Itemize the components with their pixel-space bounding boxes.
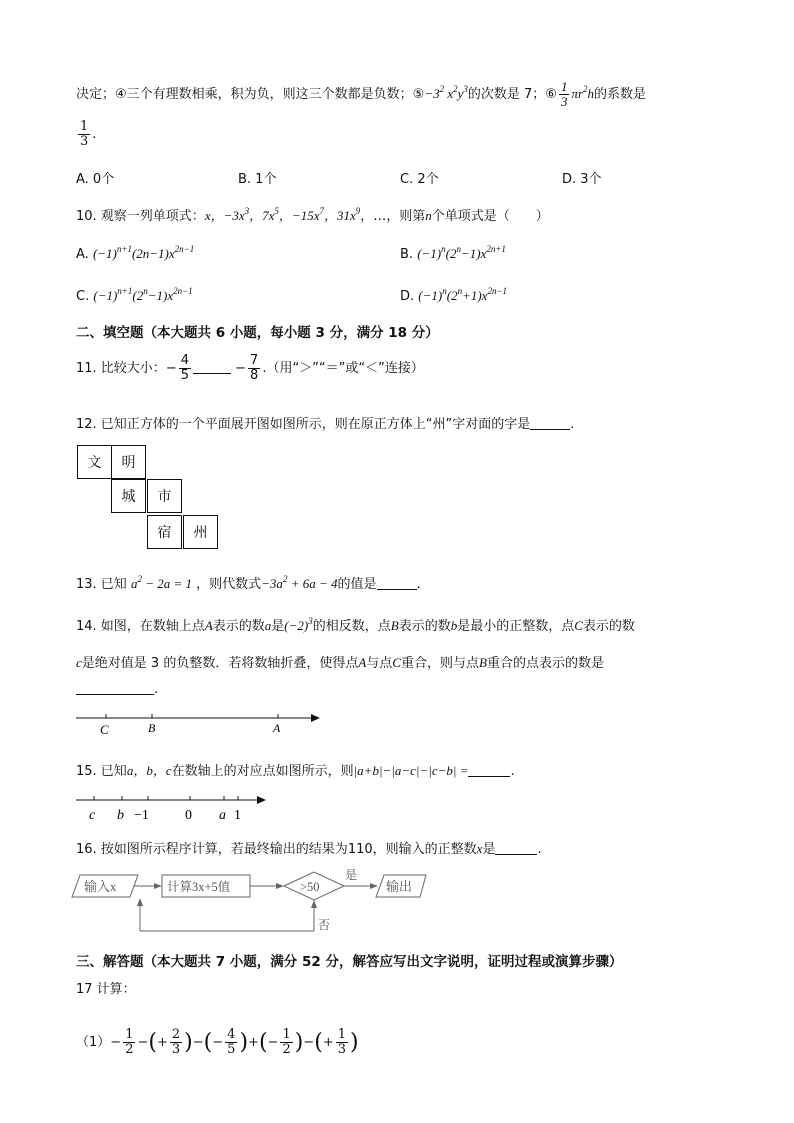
q9-option-b: B. 1个 <box>238 172 277 187</box>
net-cell: 市 <box>147 479 182 513</box>
q13-answer-blank[interactable] <box>377 577 417 590</box>
q9-text-b: 的次数是 7；⑥ <box>467 87 557 102</box>
q15: 15. 已知a，b，c在数轴上的对应点如图所示，则|a+b|−|a−c|−|c−b| = . <box>76 763 515 779</box>
section2-title: 二、填空题（本大题共 6 小题，每小题 3 分，满分 18 分） <box>76 325 439 341</box>
q15-label-1: 1 <box>234 808 241 823</box>
q14-answer-line: . <box>76 682 158 697</box>
q9-option-a: A. 0个 <box>76 172 115 187</box>
flow-output-text: 输出 <box>386 879 413 894</box>
net-cell: 明 <box>111 445 146 479</box>
q9-option-d: D. 3个 <box>562 172 602 187</box>
q14-number-line <box>70 705 330 741</box>
q10-option-b: B. $(-1)^n(2^n-1)x^{2n+1}$ <box>400 244 506 262</box>
q17-part1: （1）− $\frac{1}{2}$ −(+ $\frac{2}{3}$ )−(− $\frac{4}{5}$ )+(− $\frac{1}{2}$ )−(+ $\frac{1}{3}$ ) <box>76 1027 359 1057</box>
q12-answer-blank[interactable] <box>530 417 570 430</box>
q11-suffix: .（用“＞”“＝”或“＜”连接） <box>262 361 424 376</box>
q10-stem-a: 10. 观察一列单项式： <box>76 209 205 224</box>
q9-text-c: 的系数是 <box>594 87 647 102</box>
q14-label-c: C <box>100 722 109 737</box>
q9-option-c: C. 2个 <box>400 172 439 187</box>
q14-line1: 14. 如图，在数轴上点A表示的数a是$(-2)^3$的相反数，点B表示的数b是最小的正整数，点C表示的数 <box>76 616 635 634</box>
q11-prefix: 11. 比较大小： <box>76 361 166 376</box>
net-cell: 城 <box>111 479 146 513</box>
q15-label-b: b <box>117 808 124 823</box>
q9-text-a: 决定；④三个有理数相乘，积为负，则这三个数都是负数；⑤ <box>76 87 425 102</box>
q12-text: 12. 已知正方体的一个平面展开图如图所示，则在原正方体上“州”字对面的字是 . <box>76 417 575 432</box>
flow-yes-label: 是 <box>345 868 358 882</box>
flow-input-text: 输入x <box>84 879 117 894</box>
flow-no-label: 否 <box>318 918 331 932</box>
q17-title: 17 计算： <box>76 982 136 997</box>
q9-line1 <box>76 80 646 109</box>
q16: 16. 按如图所示程序计算，若最终输出的结果为110，则输入的正整数x是 . <box>76 841 542 857</box>
q9-expr-5: $-3^2$ $x^2y^3$ <box>424 84 468 101</box>
q14-label-a: A <box>273 721 281 735</box>
q10-option-a: A. $(-1)^{n+1}(2n-1)x^{2n-1}$ <box>76 244 195 262</box>
flow-decision-text: >50 <box>300 880 320 894</box>
q15-label-c: c <box>89 808 96 823</box>
q15-label-0: 0 <box>185 808 192 823</box>
q10-n: n <box>425 208 432 223</box>
q10-option-c: C. $(-1)^{n+1}(2^n-1)x^{2n-1}$ <box>76 286 193 304</box>
q14-answer-blank[interactable] <box>76 682 154 695</box>
q10-option-d: D. $(-1)^n(2^n+1)x^{2n-1}$ <box>400 286 508 304</box>
net-cell: 文 <box>77 445 112 479</box>
q14-line2: c是绝对值是 3 的负整数．若将数轴折叠，使得点A与点C重合，则与点B重合的点表示的数是 <box>76 655 604 671</box>
q15-label-neg1: −1 <box>134 808 149 823</box>
q9-coef-fraction: $\frac{1}{3}$ . <box>80 119 97 149</box>
q11: 11. 比较大小：− $\frac{4}{5}$ − $\frac{7}{8}$ .（用“＞”“＝”或“＜”连接） <box>76 353 424 383</box>
q10-stem-b: ，…，则第 <box>360 209 426 224</box>
q10-sequence: x，$-3x^3$，$7x^5$，$-15x^7$，$31x^9$ <box>204 206 361 223</box>
q15-answer-blank[interactable] <box>468 764 510 777</box>
q13: 13. 已知 $a^2 - 2a = 1$ ，则代数式$-3a^2 + 6a - 4$的值是 . <box>76 574 421 592</box>
flow-calc-text: 计算3x+5值 <box>167 880 231 894</box>
q15-label-a: a <box>219 808 226 823</box>
q11-frac-2: $\frac{7}{8}$ <box>250 353 259 383</box>
q15-number-line <box>70 788 280 828</box>
q14-label-b: B <box>148 721 156 735</box>
q11-frac-1: $\frac{4}{5}$ <box>180 353 189 383</box>
q11-answer-blank[interactable] <box>193 361 231 374</box>
q9-expr-6: $\pi r^2h$ <box>571 84 595 101</box>
net-cell: 宿 <box>147 515 182 549</box>
q10-stem <box>76 205 549 224</box>
net-cell: 州 <box>183 515 218 549</box>
section3-title: 三、解答题（本大题共 7 小题，满分 52 分，解答应写出文字说明，证明过程或演算步骤） <box>76 954 623 970</box>
q16-answer-blank[interactable] <box>495 842 537 855</box>
q9-frac-coef: $\frac{1}{3}$ <box>560 79 568 109</box>
q10-stem-c: 个单项式是（ ） <box>431 209 549 224</box>
q16-flowchart <box>70 865 430 937</box>
